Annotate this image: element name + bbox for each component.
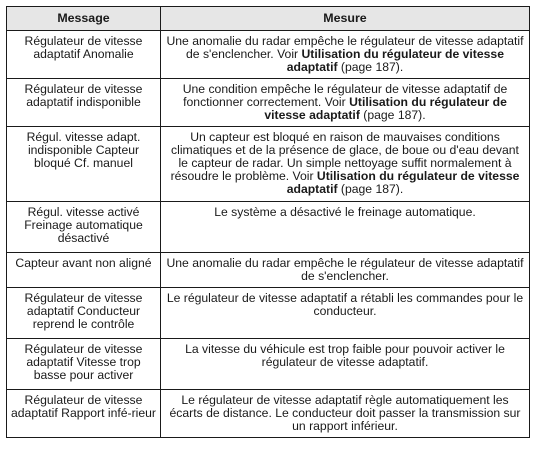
message-cell: Régul. vitesse activé Freinage automatique désactivé — [7, 202, 161, 253]
mesure-text: Une anomalie du radar empêche le régulateur de vitesse adaptatif de s'enclencher. — [166, 256, 524, 283]
message-cell: Régulateur de vitesse adaptatif indisponible — [7, 79, 161, 127]
mesure-cell — [161, 288, 530, 339]
mesure-text: Un capteur est bloqué en raison de mauvaises conditions climatiques et de la présence de glace, de boue ou d'eau devant le capteur de radar. Un simple nettoyage suffit normalement à résoudre le problème. Voir — [170, 130, 519, 183]
mesure-cell — [161, 253, 530, 288]
mesure-text: Une anomalie du radar empêche le régulateur de vitesse adaptatif de s'enclencher. Voir — [166, 34, 524, 61]
mesure-cell — [161, 390, 530, 438]
header-mesure: Mesure — [161, 7, 530, 31]
message-cell: Régulateur de vitesse adaptatif Conducteur reprend le contrôle — [7, 288, 161, 339]
mesure-text: Le régulateur de vitesse adaptatif règle automatiquement les écarts de distance. Le conducteur doit passer la transmission sur un rapport inférieur. — [169, 393, 521, 433]
mesure-reference-link[interactable]: Utilisation du régulateur de vitesse adaptatif — [286, 169, 520, 196]
table-row — [7, 339, 530, 390]
message-table — [6, 6, 530, 438]
mesure-reference-link[interactable]: Utilisation du régulateur de vitesse adaptatif — [264, 95, 507, 122]
table-row — [7, 288, 530, 339]
header-row — [7, 7, 530, 31]
mesure-page-ref: (page 187). — [337, 182, 404, 196]
table-row — [7, 127, 530, 202]
mesure-reference-link[interactable]: Utilisation du régulateur de vitesse adaptatif — [286, 47, 504, 74]
message-cell: Régul. vitesse adapt. indisponible Capteur bloqué Cf. manuel — [7, 127, 161, 202]
table-row — [7, 253, 530, 288]
mesure-text: La vitesse du véhicule est trop faible pour pouvoir activer le régulateur de vitesse adaptatif. — [185, 342, 505, 369]
mesure-page-ref: (page 187). — [337, 60, 404, 74]
message-cell: Régulateur de vitesse adaptatif Anomalie — [7, 31, 161, 79]
mesure-text: Une condition empêche le régulateur de vitesse adaptatif de fonctionner correctement. Voir — [182, 82, 508, 109]
table-row — [7, 202, 530, 253]
mesure-page-ref: (page 187). — [359, 108, 426, 122]
table-row — [7, 390, 530, 438]
mesure-text: Le système a désactivé le freinage automatique. — [214, 205, 476, 219]
mesure-cell — [161, 127, 530, 202]
message-cell: Régulateur de vitesse adaptatif Vitesse trop basse pour activer — [7, 339, 161, 390]
message-cell: Capteur avant non aligné — [7, 253, 161, 288]
mesure-cell — [161, 202, 530, 253]
header-message: Message — [7, 7, 161, 31]
mesure-cell — [161, 339, 530, 390]
table-row — [7, 31, 530, 79]
mesure-cell — [161, 79, 530, 127]
mesure-cell — [161, 31, 530, 79]
table-row — [7, 79, 530, 127]
mesure-text: Le régulateur de vitesse adaptatif a rétabli les commandes pour le conducteur. — [166, 291, 524, 318]
message-cell: Régulateur de vitesse adaptatif Rapport infé-rieur — [7, 390, 161, 438]
